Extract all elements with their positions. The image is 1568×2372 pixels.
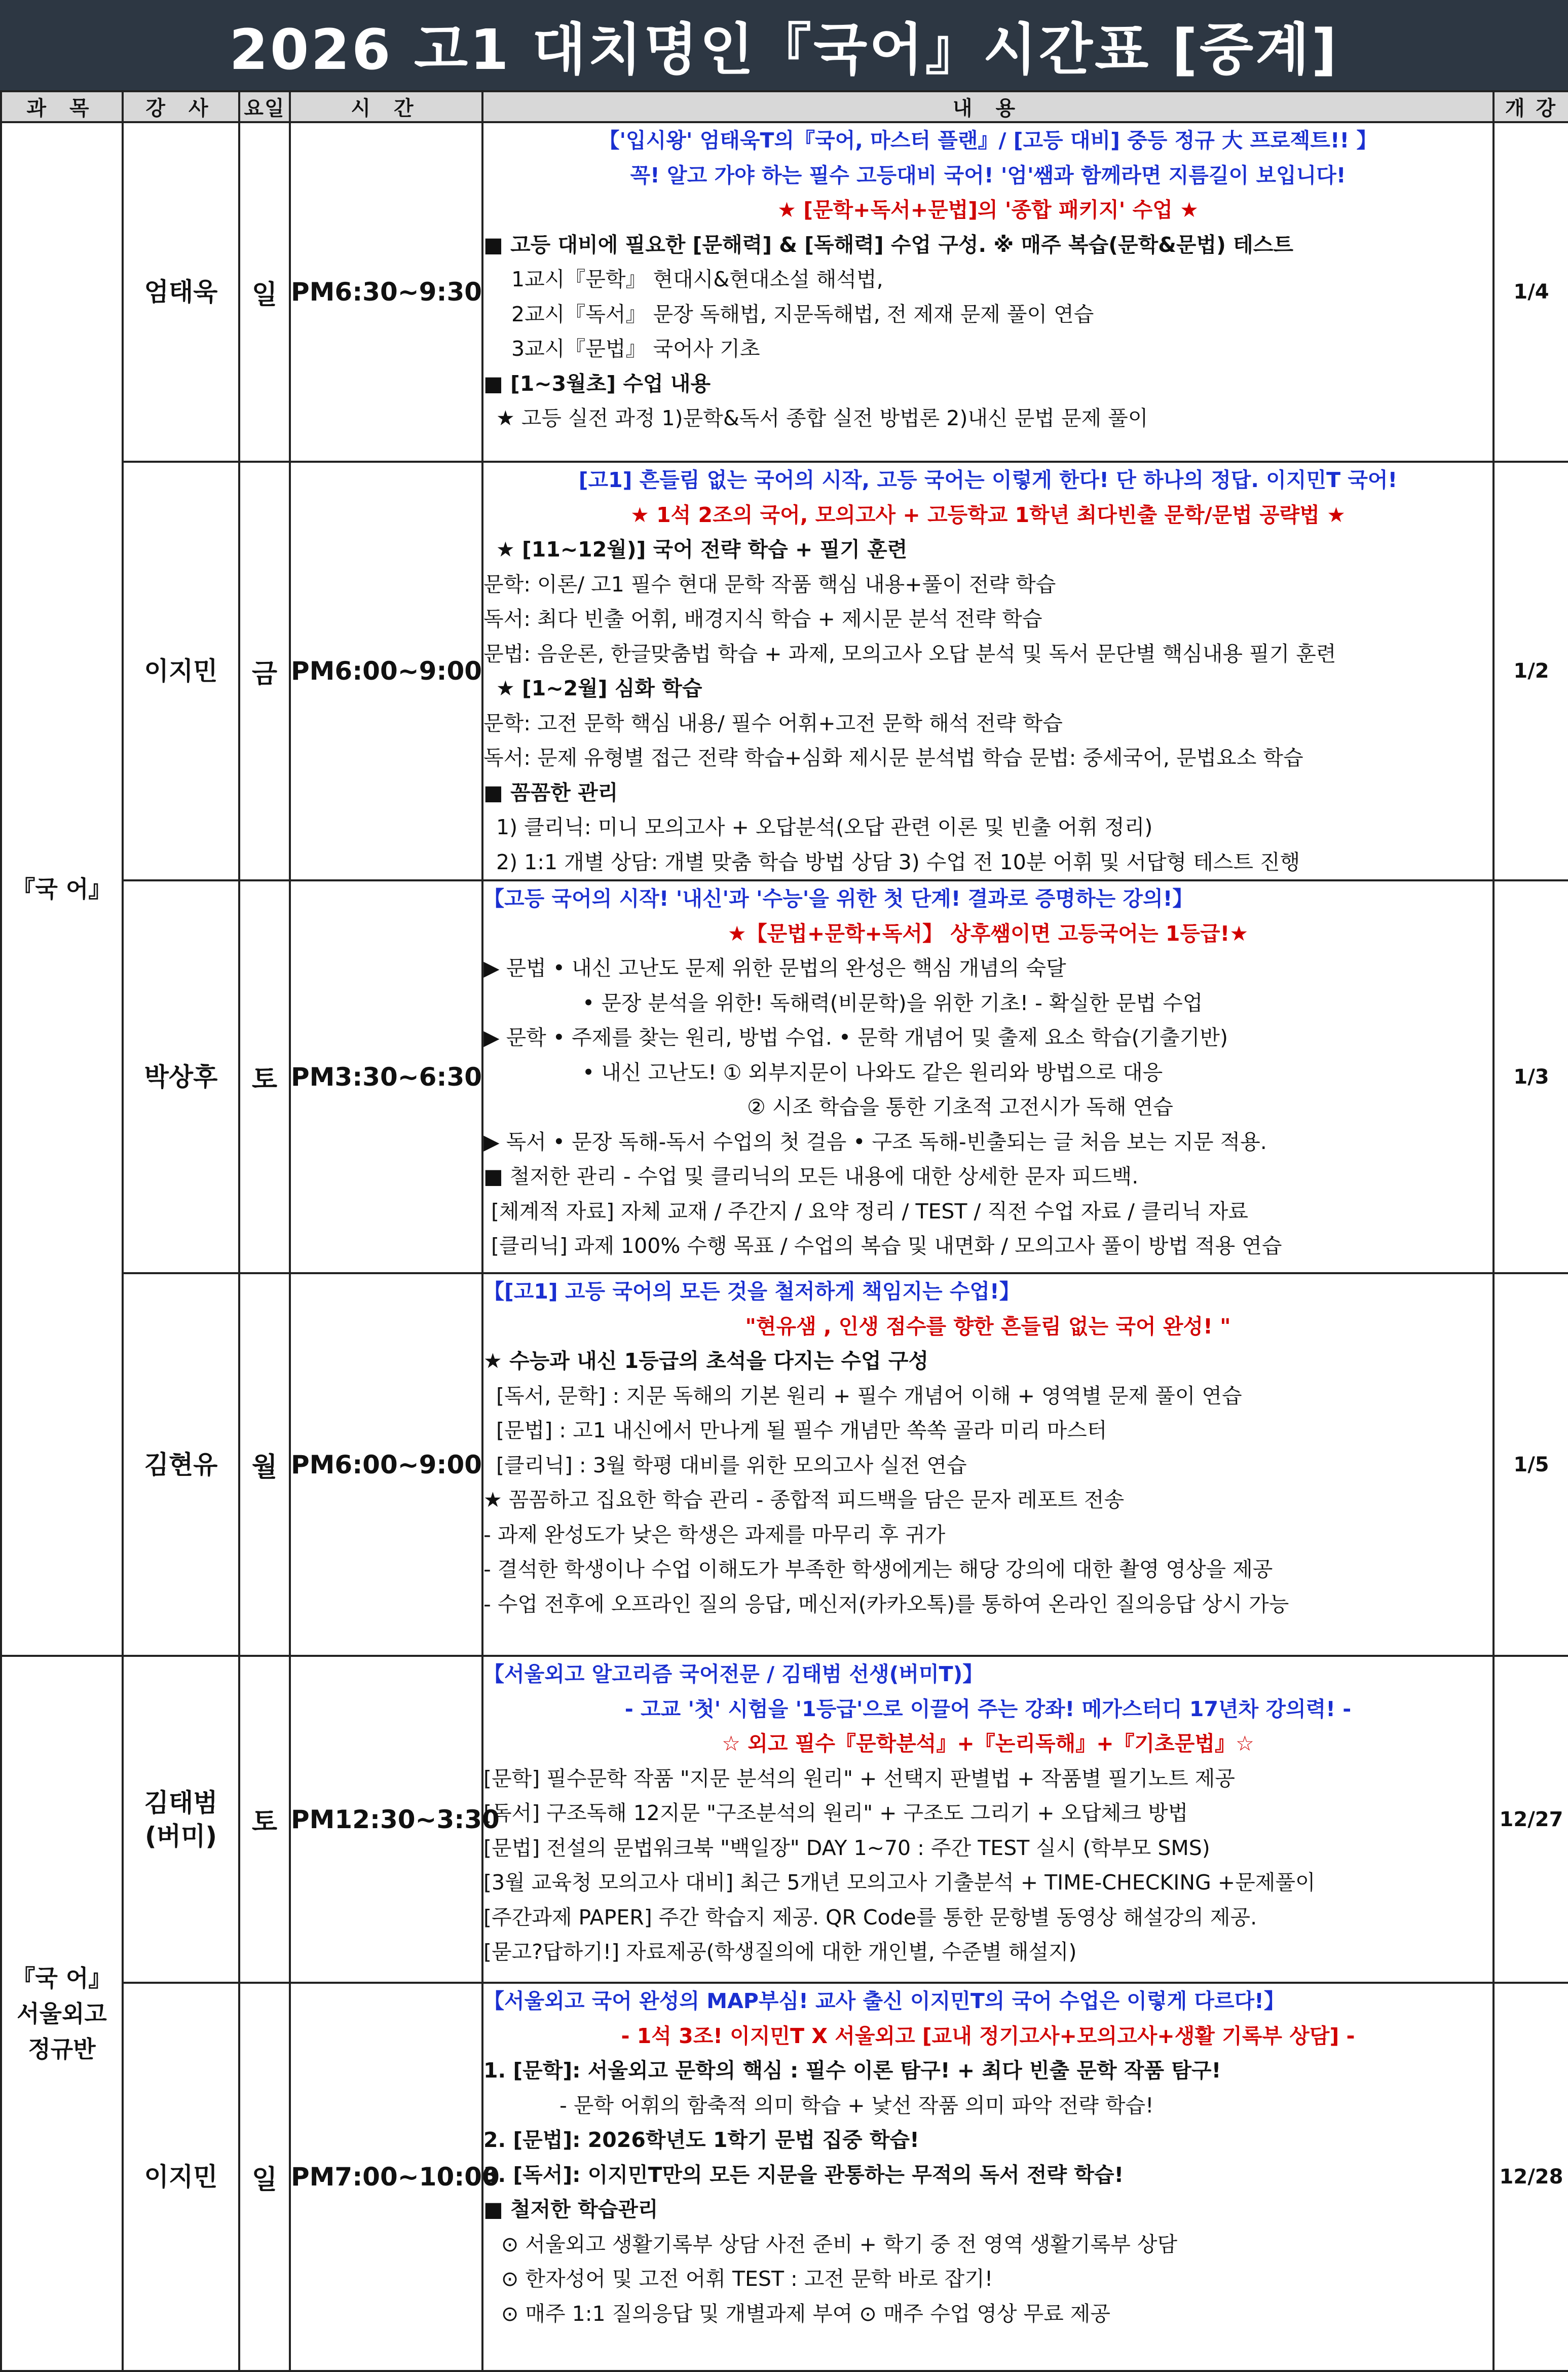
timetable xyxy=(0,90,1568,2372)
teacher-name: 이지민 xyxy=(144,2162,218,2192)
teacher-cell xyxy=(123,122,239,462)
content-line: ★ 1석 2조의 국어, 모의고사 + 고등학교 1학년 최다빈출 문학/문법 공략법 ★ xyxy=(630,502,1346,527)
content-line: 【서울외고 국어 완성의 MAP부심! 교사 출신 이지민T의 국어 수업은 이렇게 다르다!】 xyxy=(483,1989,1285,2013)
content-line: • 내신 고난도! ① 외부지문이 나와도 같은 원리와 방법으로 대응 xyxy=(582,1060,1163,1085)
header-row xyxy=(1,91,1568,122)
content-line: [묻고?답하기!] 자료제공(학생질의에 대한 개인별, 수준별 해설지) xyxy=(483,1940,1077,1964)
content-line: 꼭! 알고 가야 하는 필수 고등대비 국어! '엄'쌤과 함께라면 지름길이 보입니다! xyxy=(630,163,1346,188)
content-line: [클리닉] : 3월 학평 대비를 위한 모의고사 실전 연습 xyxy=(496,1453,967,1477)
subject-label: 정규반 xyxy=(28,2035,96,2063)
content-line: ⊙ 매주 1:1 질의응답 및 개별과제 부여 ⊙ 매주 수업 영상 무료 제공 xyxy=(501,2301,1111,2326)
header-content: 내 용 xyxy=(482,91,1494,122)
start-date-cell: 12/27 xyxy=(1494,1656,1568,1983)
subject-cell xyxy=(1,122,123,1656)
content-cell xyxy=(482,462,1494,880)
content-line: ■ 고등 대비에 필요한 [문해력] & [독해력] 수업 구성. ※ 매주 복습(문학&문법) 테스트 xyxy=(483,232,1293,257)
content-line: ★ [11~12월)] 국어 전략 학습 + 필기 훈련 xyxy=(496,537,908,562)
content-line: 【'입시왕' 엄태욱T의『국어, 마스터 플랜』/ [고등 대비] 중등 정규 大 프로젝트!! 】 xyxy=(599,128,1377,153)
start-date-cell: 1/2 xyxy=(1494,462,1568,880)
table-row xyxy=(1,462,1568,880)
header-day: 요일 xyxy=(239,91,290,122)
start-date-cell: 1/5 xyxy=(1494,1273,1568,1656)
content-line: ■ 철저한 학습관리 xyxy=(483,2197,658,2221)
teacher-cell xyxy=(123,1273,239,1656)
content-line: 【서울외고 알고리즘 국어전문 / 김태범 선생(버미T)】 xyxy=(483,1662,984,1686)
content-cell xyxy=(482,1273,1494,1656)
content-line: • 문장 분석을 위한! 독해력(비문학)을 위한 기초! - 확실한 문법 수업 xyxy=(582,990,1203,1015)
teacher-name: 엄태욱 xyxy=(144,277,218,307)
content-line: 1. [문학]: 서울외고 문학의 핵심 : 필수 이론 탐구! + 최다 빈출 문학 작품 탐구! xyxy=(483,2058,1221,2083)
header-time: 시 간 xyxy=(290,91,482,122)
teacher-name: 박상후 xyxy=(144,1062,218,1092)
content-line: - 1석 3조! 이지민T X 서울외고 [교내 정기고사+모의고사+생활 기록부 상담] - xyxy=(621,2023,1355,2048)
content-line: [문학] 필수문학 작품 "지문 분석의 원리" + 선택지 판별법 + 작품별 필기노트 제공 xyxy=(483,1766,1235,1791)
start-date-cell: 1/4 xyxy=(1494,122,1568,462)
content-line: ★ [1~2월] 심화 학습 xyxy=(496,676,702,700)
teacher-name: 김태범 xyxy=(144,1788,218,1818)
teacher-cell xyxy=(123,880,239,1273)
content-line: ■ 철저한 관리 - 수업 및 클리닉의 모든 내용에 대한 상세한 문자 피드백. xyxy=(483,1164,1139,1189)
subject-cell xyxy=(1,1656,123,2371)
content-line: 문학: 고전 문학 핵심 내용/ 필수 어휘+고전 문학 해석 전략 학습 xyxy=(483,711,1063,735)
content-line: [클리닉] 과제 100% 수행 목표 / 수업의 복습 및 내면화 / 모의고사 풀이 방법 적용 연습 xyxy=(491,1234,1282,1258)
content-line: ▶ 독서 • 문장 독해-독서 수업의 첫 걸음 • 구조 독해-빈출되는 글 처음 보는 지문 적용. xyxy=(483,1129,1267,1154)
teacher-name: (버미) xyxy=(144,1821,217,1851)
header-teacher: 강 사 xyxy=(123,91,239,122)
content-line: 2교시『독서』 문장 독해법, 지문독해법, 전 제재 문제 풀이 연습 xyxy=(511,302,1094,326)
content-line: 2) 1:1 개별 상담: 개별 맞춤 학습 방법 상담 3) 수업 전 10분 어휘 및 서답형 테스트 진행 xyxy=(496,849,1300,874)
content-line: 【[고1] 고등 국어의 모든 것을 철저하게 책임지는 수업!】 xyxy=(483,1279,1020,1304)
content-line: ★ 고등 실전 과정 1)문학&독서 종합 실전 방법론 2)내신 문법 문제 풀이 xyxy=(496,406,1148,430)
time-cell: PM7:00~10:00 xyxy=(290,1983,482,2371)
teacher-name: 이지민 xyxy=(144,656,218,686)
content-line: [문법] : 고1 내신에서 만나게 될 필수 개념만 쏙쏙 골라 미리 마스터 xyxy=(496,1418,1107,1442)
content-line: ⊙ 서울외고 생활기록부 상담 사전 준비 + 학기 중 전 영역 생활기록부 상담 xyxy=(501,2232,1178,2256)
content-cell xyxy=(482,1656,1494,1983)
content-line: ▶ 문학 • 주제를 찾는 원리, 방법 수업. • 문학 개념어 및 출제 요소 학습(기출기반) xyxy=(483,1025,1228,1050)
content-line: 1) 클리닉: 미니 모의고사 + 오답분석(오답 관련 이론 및 빈출 어휘 정리) xyxy=(496,815,1153,839)
content-line: 문법: 음운론, 한글맞춤법 학습 + 과제, 모의고사 오답 분석 및 독서 문단별 핵심내용 필기 훈련 xyxy=(483,641,1336,666)
content-line: ★ [문학+독서+문법]의 '종합 패키지' 수업 ★ xyxy=(777,198,1199,222)
table-row xyxy=(1,1983,1568,2371)
day-cell: 일 xyxy=(239,1983,290,2371)
content-line: ② 시조 학습을 통한 기초적 고전시가 독해 연습 xyxy=(747,1095,1173,1119)
content-line: 【고등 국어의 시작! '내신'과 '수능'을 위한 첫 단계! 결과로 증명하는 강의!】 xyxy=(483,886,1193,911)
content-line: "현유샘 , 인생 점수를 향한 흔들림 없는 국어 완성! " xyxy=(745,1314,1231,1339)
teacher-cell xyxy=(123,1983,239,2371)
table-row xyxy=(1,880,1568,1273)
day-cell: 금 xyxy=(239,462,290,880)
content-line: 문학: 이론/ 고1 필수 현대 문학 작품 핵심 내용+풀이 전략 학습 xyxy=(483,572,1056,597)
teacher-name: 김현유 xyxy=(144,1450,218,1479)
content-line: 1교시『문학』 현대시&현대소설 해석법, xyxy=(511,267,883,291)
content-line: [체계적 자료] 자체 교재 / 주간지 / 요약 정리 / TEST / 직전 수업 자료 / 클리닉 자료 xyxy=(491,1199,1248,1224)
content-line: [독서] 구조독해 12지문 "구조분석의 원리" + 구조도 그리기 + 오답체크 방법 xyxy=(483,1801,1188,1825)
content-line: [고1] 흔들림 없는 국어의 시작, 고등 국어는 이렇게 한다! 단 하나의 정답. 이지민T 국어! xyxy=(578,468,1398,492)
content-line: - 문학 어휘의 함축적 의미 학습 + 낯선 작품 의미 파악 전략 학습! xyxy=(559,2093,1154,2118)
time-cell: PM6:30~9:30 xyxy=(290,122,482,462)
start-date-cell: 1/3 xyxy=(1494,880,1568,1273)
content-cell xyxy=(482,1983,1494,2371)
subject-label: 『국 어』 xyxy=(12,875,112,903)
content-line: ★ 수능과 내신 1등급의 초석을 다지는 수업 구성 xyxy=(483,1349,929,1373)
content-line: ■ [1~3월초] 수업 내용 xyxy=(483,371,711,396)
content-line: 독서: 문제 유형별 접근 전략 학습+심화 제시문 분석법 학습 문법: 중세국어, 문법요소 학습 xyxy=(483,746,1303,770)
content-line: - 결석한 학생이나 수업 이해도가 부족한 학생에게는 해당 강의에 대한 촬영 영상을 제공 xyxy=(483,1557,1273,1581)
content-line: [독서, 문학] : 지문 독해의 기본 원리 + 필수 개념어 이해 + 영역별 문제 풀이 연습 xyxy=(496,1383,1242,1408)
subject-label: 『국 어』 xyxy=(12,1964,112,1992)
time-cell: PM3:30~6:30 xyxy=(290,880,482,1273)
content-cell xyxy=(482,880,1494,1273)
teacher-cell xyxy=(123,1656,239,1983)
content-line: ▶ 문법 • 내신 고난도 문제 위한 문법의 완성은 핵심 개념의 숙달 xyxy=(483,956,1066,980)
content-line: ★ 꼼꼼하고 집요한 학습 관리 - 종합적 피드백을 담은 문자 레포트 전송 xyxy=(483,1488,1125,1512)
content-line: ⊙ 한자성어 및 고전 어휘 TEST : 고전 문학 바로 잡기! xyxy=(501,2267,993,2291)
header-start: 개 강 xyxy=(1494,91,1568,122)
time-cell: PM6:00~9:00 xyxy=(290,462,482,880)
header-subject: 과 목 xyxy=(1,91,123,122)
content-line: - 수업 전후에 오프라인 질의 응답, 메신저(카카오톡)를 통하여 온라인 질의응답 상시 가능 xyxy=(483,1591,1289,1616)
content-line: ☆ 외고 필수『문학분석』+『논리독해』+『기초문법』☆ xyxy=(722,1731,1254,1756)
content-cell xyxy=(482,122,1494,462)
day-cell: 토 xyxy=(239,1656,290,1983)
content-line: ■ 꼼꼼한 관리 xyxy=(483,780,618,805)
day-cell: 일 xyxy=(239,122,290,462)
subject-label: 서울외고 xyxy=(17,1999,107,2027)
time-cell: PM12:30~3:30 xyxy=(290,1656,482,1983)
content-line: ★【문법+문학+독서】 상후쌤이면 고등국어는 1등급!★ xyxy=(727,921,1249,946)
page-title: 2026 고1 대치명인『국어』시간표 [중계] xyxy=(0,0,1568,90)
content-line: - 고교 '첫' 시험을 '1등급'으로 이끌어 주는 강좌! 메가스터디 17년차 강의력! - xyxy=(624,1696,1352,1721)
content-line: [3월 교육청 모의고사 대비] 최근 5개년 모의고사 기출분석 + TIME-CHECKING +문제풀이 xyxy=(483,1870,1316,1895)
content-line: 3교시『문법』 국어사 기초 xyxy=(511,337,760,361)
day-cell: 월 xyxy=(239,1273,290,1656)
day-cell: 토 xyxy=(239,880,290,1273)
time-cell: PM6:00~9:00 xyxy=(290,1273,482,1656)
content-line: 2. [문법]: 2026학년도 1학기 문법 집중 학습! xyxy=(483,2128,919,2152)
table-row xyxy=(1,1273,1568,1656)
table-row xyxy=(1,1656,1568,1983)
content-line: [주간과제 PAPER] 주간 학습지 제공. QR Code를 통한 문항별 동영상 해설강의 제공. xyxy=(483,1905,1257,1930)
content-line: - 과제 완성도가 낮은 학생은 과제를 마무리 후 귀가 xyxy=(483,1522,946,1547)
table-row xyxy=(1,122,1568,462)
content-line: 3. [독서]: 이지민T만의 모든 지문을 관통하는 무적의 독서 전략 학습! xyxy=(483,2162,1124,2187)
content-line: 독서: 최다 빈출 어휘, 배경지식 학습 + 제시문 분석 전략 학습 xyxy=(483,607,1042,631)
start-date-cell: 12/28 xyxy=(1494,1983,1568,2371)
teacher-cell xyxy=(123,462,239,880)
content-line: [문법] 전설의 문법워크북 "백일장" DAY 1~70 : 주간 TEST 실시 (학부모 SMS) xyxy=(483,1835,1210,1860)
